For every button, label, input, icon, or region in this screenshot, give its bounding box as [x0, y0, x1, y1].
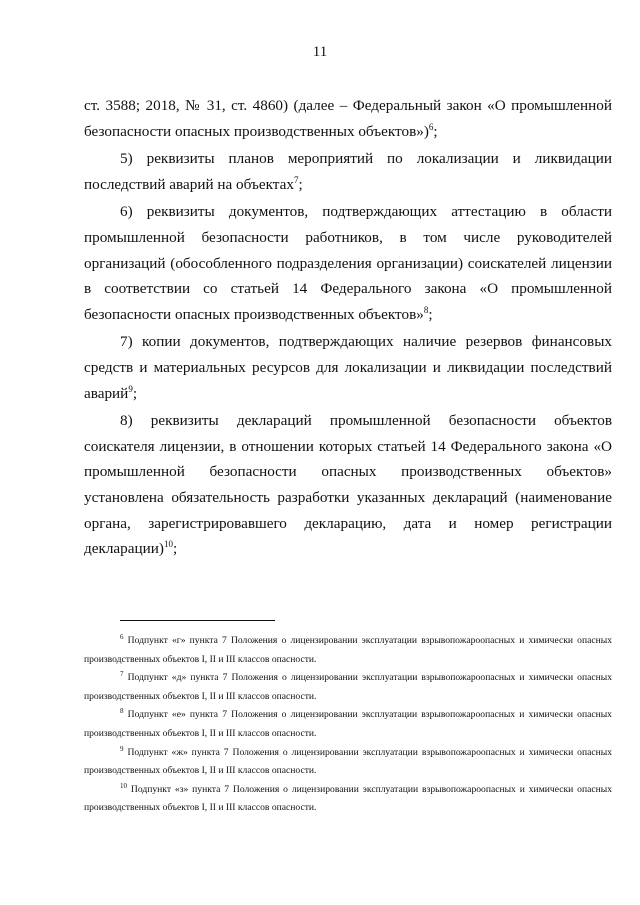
- footnote-number: 9: [120, 744, 124, 753]
- footnote-number: 8: [120, 707, 124, 716]
- footnote-text: Подпункт «з» пункта 7 Положения о лицензировании эксплуатации взрывопожароопасных и химически опасных производственных объектов I, II и III классов опасности.: [84, 783, 612, 814]
- paragraph-text: 5) реквизиты планов мероприятий по локализации и ликвидации последствий аварий на объектах: [84, 150, 612, 193]
- footnote-ref: 10: [163, 539, 173, 550]
- paragraph-tail: ;: [428, 305, 433, 323]
- footnote: [84, 781, 612, 818]
- footnote-ref: 9: [128, 383, 133, 394]
- footnotes: [84, 632, 612, 818]
- footnote-ref: 8: [423, 304, 429, 315]
- paragraph-tail: ;: [132, 384, 138, 402]
- paragraph-item-5: [84, 146, 612, 197]
- footnote-ref: 7: [293, 174, 299, 185]
- paragraph-text: 8) реквизиты деклараций промышленной безопасности объектов соискателя лицензии, в отношении которых статьей 14 Федерального закона «О промышленной безопасности опасных производственных объектов» установлена обязательность разработки указанных деклараций (наименование органа, зарегистрировавшего декларацию, дата и номер регистрации декларации): [84, 412, 612, 558]
- footnote-number: 7: [120, 670, 124, 678]
- footnote: [84, 632, 612, 669]
- footnote-number: 10: [120, 781, 127, 790]
- footnote-number: 6: [120, 632, 124, 641]
- footnote-text: Подпункт «д» пункта 7 Положения о лицензировании эксплуатации взрывопожароопасных и химически опасных производственных объектов I, II и III классов опасности.: [84, 672, 612, 702]
- paragraph-item-7: [84, 329, 612, 406]
- footnote-text: Подпункт «ж» пункта 7 Положения о лицензировании эксплуатации взрывопожароопасных и химически опасных производственных объектов I, II и III классов опасности.: [84, 746, 612, 777]
- footnote-text: Подпункт «е» пункта 7 Положения о лицензировании эксплуатации взрывопожароопасных и химически опасных производственных объектов I, II и III классов опасности.: [84, 709, 612, 739]
- footnote: [84, 706, 612, 743]
- body-text: [84, 93, 612, 562]
- paragraph-tail: ;: [172, 540, 178, 558]
- paragraph-tail: ;: [298, 175, 303, 193]
- paragraph-text: 6) реквизиты документов, подтверждающих аттестацию в области промышленной безопасности работников, в том числе руководителей организаций (обособленного подразделения организации) соискателей лицензии в соответствии со статьей 14 Федерального закона «О промышленной безопасности опасных производственных объектов»: [84, 203, 612, 323]
- paragraph-continuation: [84, 93, 612, 144]
- footnote: [84, 669, 612, 706]
- footnote-text: Подпункт «г» пункта 7 Положения о лицензировании эксплуатации взрывопожароопасных и химически опасных производственных объектов I, II и III классов опасности.: [84, 635, 612, 665]
- footnote-separator: [120, 620, 275, 621]
- paragraph-item-6: [84, 199, 612, 327]
- footnote: [84, 744, 612, 781]
- paragraph-text: ст. 3588; 2018, № 31, ст. 4860) (далее – Федеральный закон «О промышленной безопасности опасных производственных объектов»): [84, 97, 612, 140]
- paragraph-tail: ;: [433, 122, 438, 140]
- footnote-ref: 6: [428, 121, 434, 132]
- page-number: 11: [312, 44, 328, 60]
- paragraph-item-8: [84, 408, 612, 562]
- paragraph-text: 7) копии документов, подтверждающих наличие резервов финансовых средств и материальных ресурсов для локализации и ликвидации последствий аварий: [84, 333, 612, 402]
